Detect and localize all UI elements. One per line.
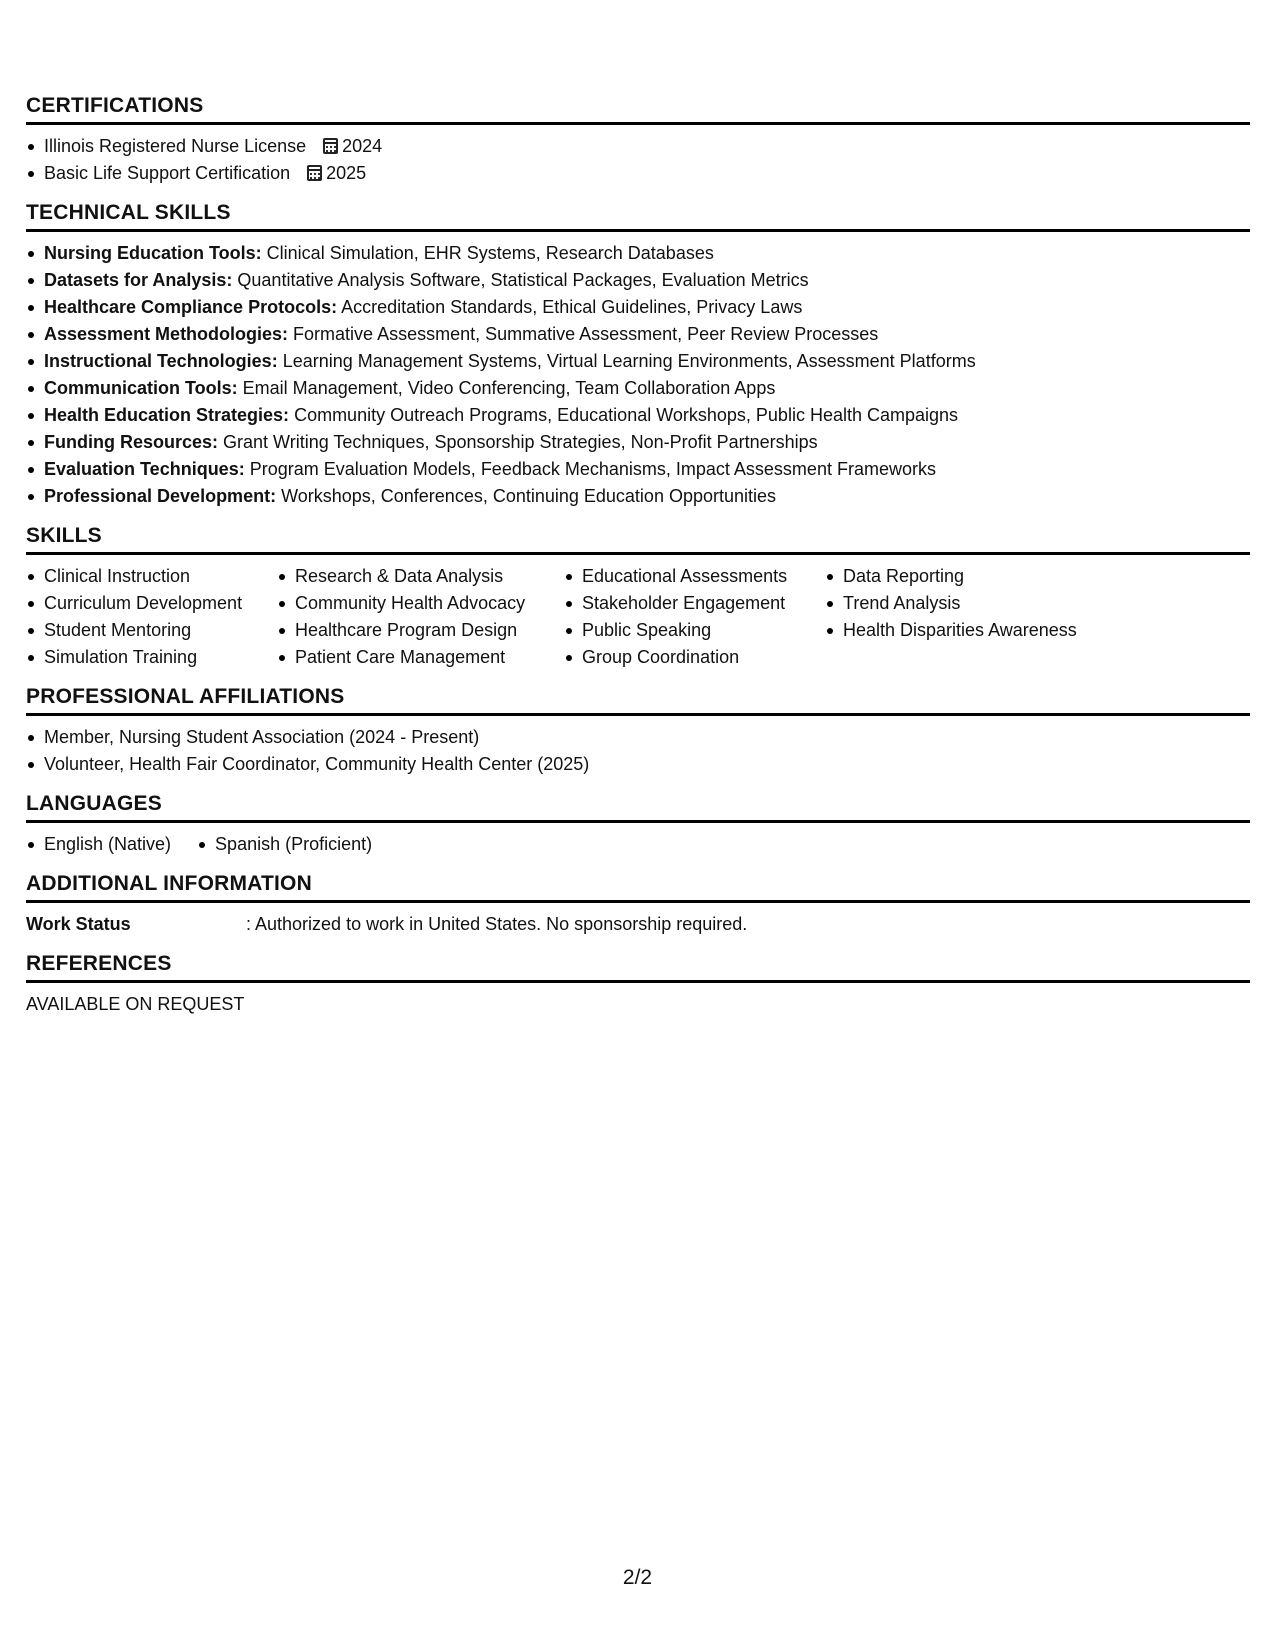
work-status-label: Work Status: [26, 914, 131, 934]
skill-value: Learning Management Systems, Virtual Learning Environments, Assessment Platforms: [277, 351, 976, 371]
certifications-list: [26, 133, 1250, 187]
skills-column: [564, 563, 825, 671]
list-item: [26, 483, 1250, 510]
list-item: Public Speaking: [564, 617, 825, 644]
languages-section: [26, 792, 1250, 858]
list-item: [26, 321, 1250, 348]
certifications-section: [26, 94, 1250, 187]
skill-value: Accreditation Standards, Ethical Guidelines, Privacy Laws: [337, 297, 803, 317]
list-item: Data Reporting: [825, 563, 1125, 590]
skills-column: [825, 563, 1125, 671]
work-status-value: : Authorized to work in United States. No sponsorship required.: [246, 914, 748, 934]
page-number: 2/2: [622, 1566, 653, 1589]
languages-list: [26, 831, 1250, 858]
skills-grid: [26, 563, 1250, 671]
section-title-skills: SKILLS: [26, 524, 1250, 555]
skill-value: Community Outreach Programs, Educational Workshops, Public Health Campaigns: [289, 405, 959, 425]
list-item: Patient Care Management: [277, 644, 564, 671]
skill-label: Health Education Strategies:: [44, 405, 290, 425]
skill-label: Professional Development:: [44, 486, 277, 506]
list-item: Stakeholder Engagement: [564, 590, 825, 617]
affiliations-list: [26, 724, 1250, 778]
list-item: Research & Data Analysis: [277, 563, 564, 590]
skills-column: [26, 563, 277, 671]
list-item: Community Health Advocacy: [277, 590, 564, 617]
list-item: Clinical Instruction: [26, 563, 277, 590]
list-item: Spanish (Proficient): [197, 831, 372, 858]
skill-value: Email Management, Video Conferencing, Team Collaboration Apps: [237, 378, 776, 398]
section-title-languages: LANGUAGES: [26, 792, 1250, 823]
list-item: [26, 402, 1250, 429]
section-title-references: REFERENCES: [26, 952, 1250, 983]
list-item: Trend Analysis: [825, 590, 1125, 617]
skill-label: Nursing Education Tools:: [44, 243, 262, 263]
calendar-icon: [323, 138, 338, 154]
skill-label: Instructional Technologies:: [44, 351, 278, 371]
list-item: [26, 240, 1250, 267]
skill-value: Quantitative Analysis Software, Statistical Packages, Evaluation Metrics: [232, 270, 809, 290]
skills-section: [26, 524, 1250, 671]
list-item: Member, Nursing Student Association (2024 - Present): [26, 724, 1250, 751]
certification-year: 2024: [342, 136, 383, 156]
technical-skills-list: [26, 240, 1250, 510]
list-item: [26, 160, 1250, 187]
skill-value: Formative Assessment, Summative Assessment, Peer Review Processes: [288, 324, 879, 344]
list-item: [26, 348, 1250, 375]
skill-label: Healthcare Compliance Protocols:: [44, 297, 338, 317]
affiliations-section: [26, 685, 1250, 778]
skill-value: Workshops, Conferences, Continuing Education Opportunities: [276, 486, 777, 506]
skill-value: Program Evaluation Models, Feedback Mechanisms, Impact Assessment Frameworks: [244, 459, 936, 479]
certification-name: Illinois Registered Nurse License: [44, 136, 307, 156]
skill-label: Evaluation Techniques:: [44, 459, 245, 479]
section-title-certifications: CERTIFICATIONS: [26, 94, 1250, 125]
list-item: Volunteer, Health Fair Coordinator, Community Health Center (2025): [26, 751, 1250, 778]
list-item: Simulation Training: [26, 644, 277, 671]
section-title-technical-skills: TECHNICAL SKILLS: [26, 201, 1250, 232]
list-item: [26, 456, 1250, 483]
list-item: [26, 267, 1250, 294]
certification-name: Basic Life Support Certification: [44, 163, 291, 183]
calendar-icon: [307, 165, 322, 181]
references-text: AVAILABLE ON REQUEST: [26, 994, 245, 1014]
list-item: Health Disparities Awareness: [825, 617, 1125, 644]
list-item: Curriculum Development: [26, 590, 277, 617]
list-item: [26, 429, 1250, 456]
references-section: [26, 952, 1250, 1018]
skill-value: Clinical Simulation, EHR Systems, Research Databases: [261, 243, 714, 263]
skills-column: [277, 563, 564, 671]
list-item: English (Native): [26, 831, 171, 858]
list-item: Healthcare Program Design: [277, 617, 564, 644]
skill-label: Datasets for Analysis:: [44, 270, 233, 290]
list-item: Student Mentoring: [26, 617, 277, 644]
list-item: [26, 133, 1250, 160]
skill-label: Funding Resources:: [44, 432, 219, 452]
skill-value: Grant Writing Techniques, Sponsorship Strategies, Non-Profit Partnerships: [218, 432, 818, 452]
additional-info-section: [26, 872, 1250, 938]
skill-label: Communication Tools:: [44, 378, 238, 398]
work-status-row: [26, 911, 1250, 938]
list-item: [26, 375, 1250, 402]
section-title-affiliations: PROFESSIONAL AFFILIATIONS: [26, 685, 1250, 716]
list-item: Group Coordination: [564, 644, 825, 671]
list-item: [26, 294, 1250, 321]
skill-label: Assessment Methodologies:: [44, 324, 289, 344]
technical-skills-section: [26, 201, 1250, 510]
resume-page: [26, 94, 1250, 1032]
section-title-additional-info: ADDITIONAL INFORMATION: [26, 872, 1250, 903]
certification-year: 2025: [326, 163, 367, 183]
list-item: Educational Assessments: [564, 563, 825, 590]
